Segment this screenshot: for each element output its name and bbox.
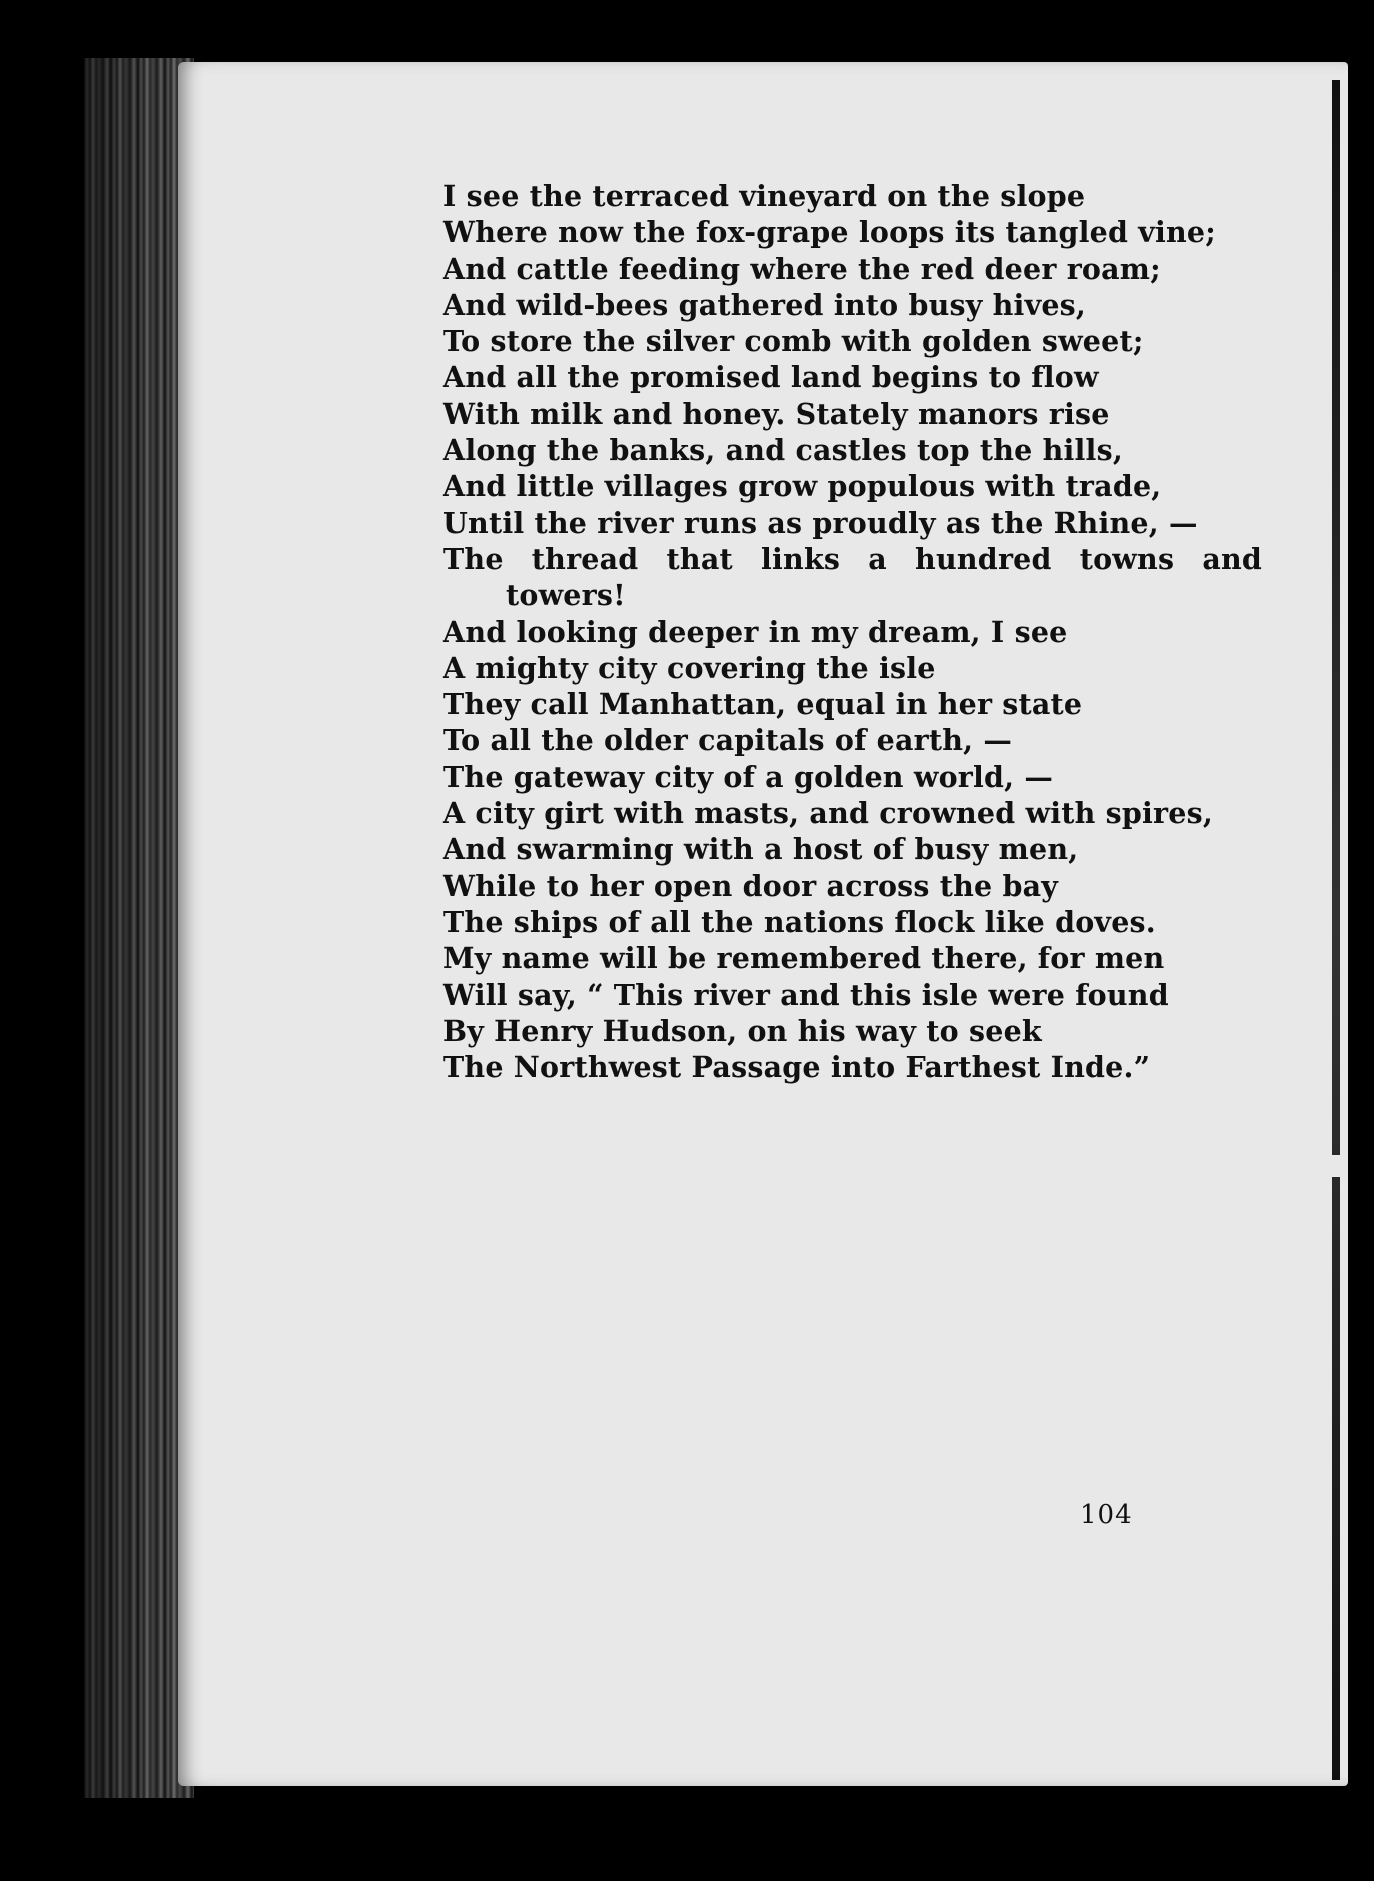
poem-line: To all the older capitals of earth, — [443, 723, 1013, 758]
poem-text [443, 178, 1263, 1085]
poem-line: I see the terraced vineyard on the slope [443, 179, 1086, 213]
poem-line: To store the silver comb with golden sweet; [443, 324, 1144, 359]
poem-line-continuation: towers! [506, 578, 626, 613]
poem-line: Until the river runs as proudly as the Rhine, — [443, 505, 1198, 540]
poem-line: My name will be remembered there, for men [443, 941, 1165, 976]
poem-line-justified: The thread that links a hundred towns and [443, 541, 1263, 576]
poem-line: A city girt with masts, and crowned with spires, [443, 796, 1213, 831]
poem-line: Where now the fox-grape loops its tangled vine; [443, 215, 1216, 250]
poem-line: While to her open door across the bay [443, 868, 1059, 903]
poem-line: They call Manhattan, equal in her state [443, 687, 1083, 722]
page-edge-gap [1330, 1155, 1342, 1177]
poem-line: And cattle feeding where the red deer roam; [443, 251, 1161, 286]
poem-line: The gateway city of a golden world, — [443, 759, 1054, 794]
page-number: 104 [1080, 1500, 1133, 1530]
poem-line: The Northwest Passage into Farthest Inde.” [443, 1050, 1151, 1085]
poem-line: The ships of all the nations flock like doves. [443, 904, 1156, 939]
poem-line: And looking deeper in my dream, I see [443, 614, 1068, 649]
poem-line: And wild-bees gathered into busy hives, [443, 287, 1087, 322]
poem-line: And all the promised land begins to flow [443, 360, 1099, 395]
poem-line: Along the banks, and castles top the hills, [443, 433, 1123, 468]
poem-line: Will say, “ This river and this isle were found [443, 977, 1169, 1012]
poem-line: And swarming with a host of busy men, [443, 832, 1079, 867]
poem-line: With milk and honey. Stately manors rise [443, 396, 1110, 431]
poem-line: And little villages grow populous with trade, [443, 469, 1162, 504]
page-right-edge [1332, 80, 1340, 1780]
poem-line: By Henry Hudson, on his way to seek [443, 1013, 1042, 1048]
poem-line: A mighty city covering the isle [443, 650, 936, 685]
